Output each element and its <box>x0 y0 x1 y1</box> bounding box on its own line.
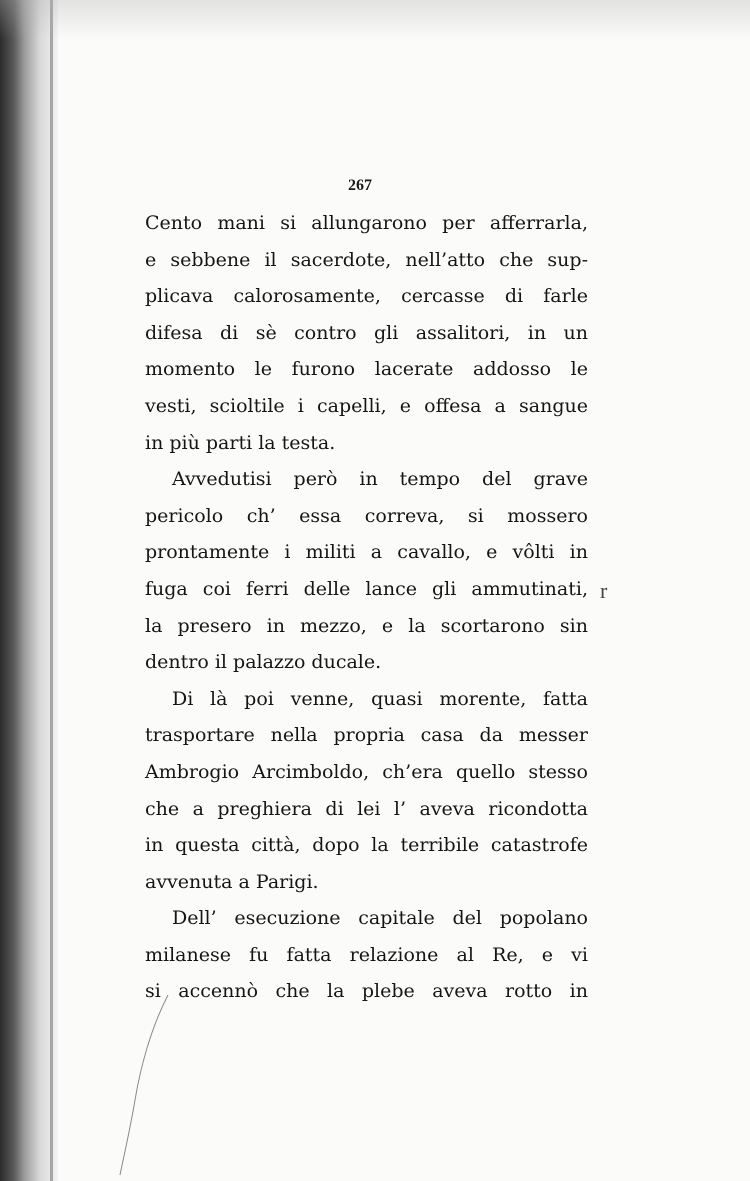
text-line: Dell’ esecuzione capitale del popolano <box>172 907 588 930</box>
text-line: difesa di sè contro gli assalitori, in un <box>145 321 588 344</box>
text-line: e sebbene il sacerdote, nell’atto che sup- <box>145 248 588 271</box>
text-line: fuga coi ferri delle lance gli ammutinati, <box>145 577 588 600</box>
text-line: pericolo ch’ essa correva, si mossero <box>145 504 588 527</box>
text-line: trasportare nella propria casa da messer <box>145 724 588 747</box>
text-line: Ambrogio Arcimboldo, ch’era quello stesso <box>145 760 588 783</box>
text-line: momento le furono lacerate addosso le <box>145 358 588 381</box>
text-line: dentro il palazzo ducale. <box>145 651 382 674</box>
text-line: in questa città, dopo la terribile catastrofe <box>145 834 588 857</box>
margin-pencil-mark: r <box>600 578 608 603</box>
text-line: milanese fu fatta relazione al Re, e vi <box>145 943 588 966</box>
text-line: Avvedutisi però in tempo del grave <box>172 468 588 491</box>
text-line: in più parti la testa. <box>145 431 336 454</box>
text-line: che a preghiera di lei l’ aveva ricondotta <box>145 797 588 820</box>
binding-line <box>50 0 53 1181</box>
body-text <box>145 205 588 1010</box>
text-line: prontamente i militi a cavallo, e vôlti in <box>145 541 588 564</box>
text-line: si accennò che la plebe aveva rotto in <box>145 980 588 1003</box>
text-line: Cento mani si allungarono per afferrarla, <box>145 212 588 234</box>
text-line: plicava calorosamente, cercasse di farle <box>145 285 588 308</box>
page-number: 267 <box>348 177 372 194</box>
pencil-scribble <box>110 990 190 1180</box>
text-line: vesti, scioltile i capelli, e offesa a sangue <box>145 394 588 417</box>
text-line: Di là poi venne, quasi morente, fatta <box>172 687 588 710</box>
text-line: avvenuta a Parigi. <box>145 870 319 893</box>
text-line: la presero in mezzo, e la scortarono sin <box>145 614 588 637</box>
scan-shadow <box>0 0 750 40</box>
